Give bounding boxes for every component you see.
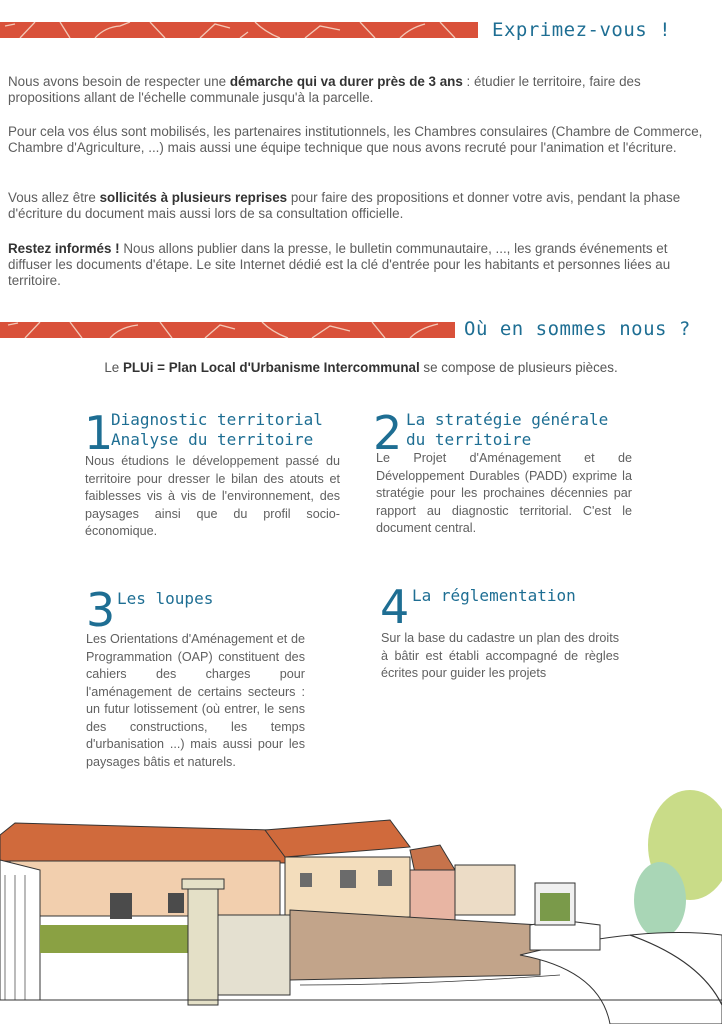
step-heading: Analyse du territoire (111, 430, 314, 449)
text: pour faire des propositions et donner votre avis, pendant la phase d'écriture du document mais aussi lors de sa consultation officielle. (8, 190, 681, 221)
step-heading: Diagnostic territorial (111, 410, 323, 429)
step-heading: du territoire (406, 430, 532, 449)
step-number: 3 (86, 583, 116, 637)
step-heading: La stratégie générale (406, 410, 609, 429)
step-body: Nous étudions le développement passé du territoire pour dresser le bilan des atouts et faiblesses vis à vis de l'environnement, des paysages ainsi que du profil socio-économique. (85, 454, 340, 538)
decorative-band-middle (0, 322, 455, 338)
text: se compose de plusieurs pièces. (419, 360, 618, 375)
bold-text: sollicités à plusieurs reprises (99, 190, 288, 205)
decorative-band-top (0, 22, 478, 38)
text: Vous allez être (8, 190, 100, 205)
section-title-progress: Où en sommes nous ? (464, 318, 691, 340)
text: Pour cela vos élus sont mobilisés, les partenaires institutionnels, les Chambres consulaires (Chambre de Commerce, Chambre d'Agriculture, ...) mais aussi une équipe technique que nous avons recruté pour l'animation et l'écriture. (8, 124, 703, 155)
bold-text: PLUi = Plan Local d'Urbanisme Intercommunal (122, 360, 420, 375)
village-illustration (0, 775, 722, 1024)
text: Nous avons besoin de respecter une (8, 74, 230, 89)
step-2-strategie (373, 408, 638, 548)
step-body: Sur la base du cadastre un plan des droits à bâtir est établi accompagné de règles écrites pour guider les projets (381, 631, 619, 680)
text: : étudier le territoire, faire des propositions allant de l'échelle communale jusqu'à la parcelle. (8, 74, 641, 105)
plui-intro (0, 360, 722, 375)
paragraph-mobilisation (8, 124, 708, 156)
text: Nous allons publier dans la presse, le bulletin communautaire, ..., les grands événements et diffuser les documents d'étape. Le site Internet dédié est la clé d'entrée pour les habitants et personnes liées au territoire. (8, 241, 671, 288)
step-4-reglementation (380, 580, 620, 710)
paragraph-sollicitation (8, 190, 708, 222)
bold-text: Restez informés ! (8, 241, 120, 256)
step-number: 2 (373, 406, 403, 460)
text: Le (104, 360, 123, 375)
bold-text: démarche qui va durer près de 3 ans (229, 74, 463, 89)
paragraph-informes (8, 241, 708, 289)
paragraph-demarche (8, 74, 708, 106)
step-1-diagnostic (84, 408, 344, 548)
section-title-expression: Exprimez-vous ! (492, 19, 672, 41)
step-body: Le Projet d'Aménagement et de Développement Durables (PADD) exprime la stratégie pour les prochaines décennies par rapport au diagnostic territorial. C'est le document central. (376, 451, 632, 535)
step-number: 1 (84, 406, 114, 460)
step-heading: La réglementation (412, 586, 576, 605)
step-3-loupes (86, 583, 311, 793)
step-heading: Les loupes (117, 589, 214, 608)
step-body: Les Orientations d'Aménagement et de Programmation (OAP) constituent des cahiers des charges pour l'aménagement de certains secteurs : un futur lotissement (où entrer, le sens des constructions, les temps d'urbanisation ...) mais aussi pour les paysages bâtis et naturels. (86, 632, 305, 769)
tree-foliage-small (634, 862, 686, 938)
step-number: 4 (380, 580, 410, 634)
